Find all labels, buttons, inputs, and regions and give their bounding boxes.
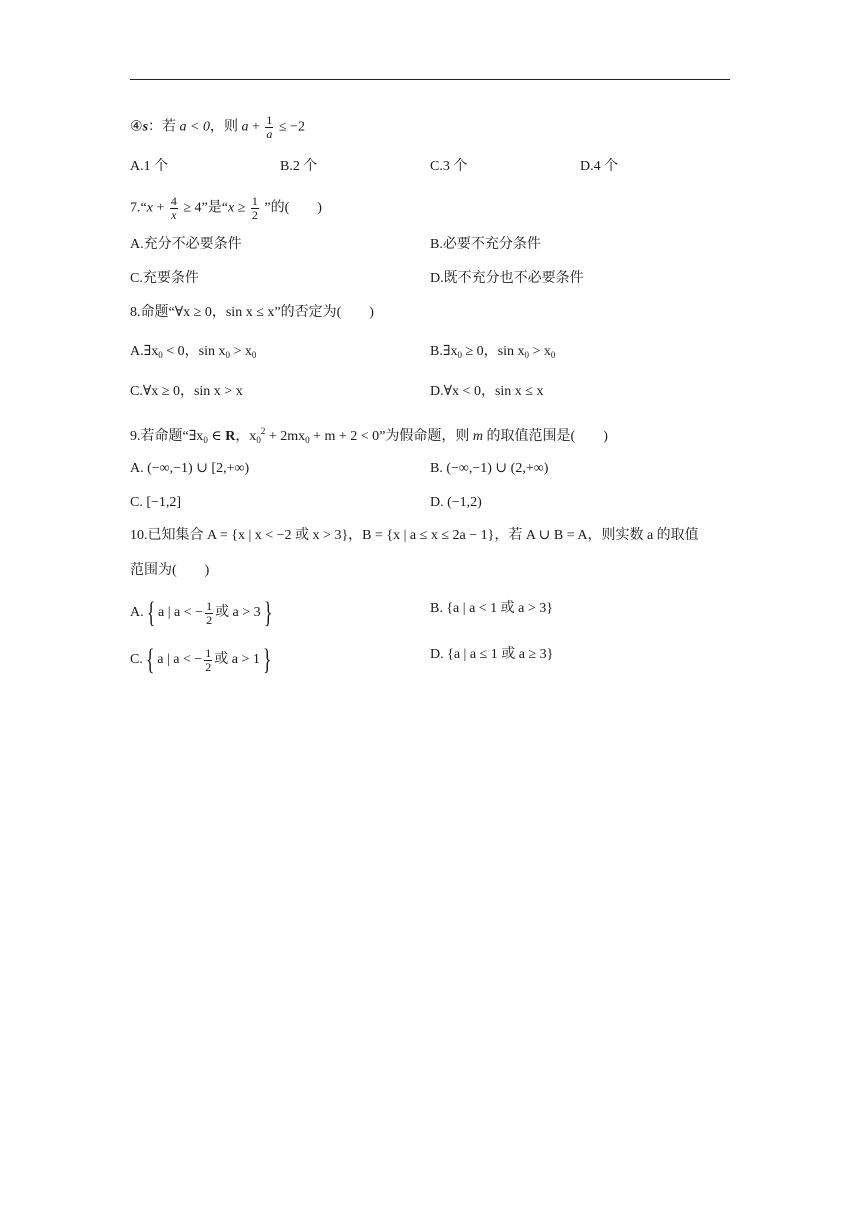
q10-option-c: C.{ a | a < − $\frac{1}{2}$ 或 a > 1} (130, 643, 272, 676)
q7-option-c: C.充要条件 (130, 271, 199, 286)
q9-option-a: A. (−∞,−1) ∪ [2,+∞) (130, 461, 250, 476)
q10-option-b: B. {a | a < 1 或 a > 3} (430, 601, 554, 616)
fraction: $\frac{4}{x}$ (170, 194, 177, 222)
q9-option-b: B. (−∞,−1) ∪ (2,+∞) (430, 461, 549, 476)
q7-option-a: A.充分不必要条件 (130, 237, 242, 252)
q8-option-c: C.∀x ≥ 0，sin x > x (130, 384, 243, 399)
q7-option-b: B.必要不充分条件 (430, 237, 541, 252)
question-8: 8.命题“∀x ≥ 0，sin x ≤ x”的否定为( ) (130, 305, 374, 320)
q6-option-a: A.1 个 (130, 159, 169, 174)
q9-option-d: D. (−1,2) (430, 495, 482, 510)
fraction: $\frac{1}{2}$ (251, 194, 258, 222)
question-10-line2: 范围为( ) (130, 563, 210, 578)
q9-option-c: C. [−1,2] (130, 495, 182, 510)
q8-option-b: $B.\exists x_0 \ge 0$，$\sin x_0 > x_0$ (430, 344, 556, 360)
q7-option-d: D.既不充分也不必要条件 (430, 271, 584, 286)
fraction: $\frac{1}{a}$ (266, 113, 273, 141)
fraction: $\frac{1}{2}$ (205, 645, 212, 674)
question-7: 7.“x + $\frac{4}{x}$ ≥ 4”是“x ≥ $\frac{1}{2}$ ”的( ) (130, 194, 322, 222)
question-9: 9.若命题“$\exists x_0$ ∈ R，$x_0^2 + 2mx_0 + m + 2 < 0$”为假命题，则 m 的取值范围是( ) (130, 426, 608, 445)
q8-option-a: $A.\exists x_0 < 0$，$\sin x_0 > x_0$ (130, 344, 257, 360)
q8-option-d: D.∀x < 0，sin x ≤ x (430, 384, 544, 399)
q6-item4: ④s：若 a < 0，则 a + $\frac{1}{a}$ ≤ −2 (130, 113, 305, 141)
q6-option-c: C.3 个 (430, 159, 468, 174)
q6-option-d: D.4 个 (580, 159, 619, 174)
q6-option-b: B.2 个 (280, 159, 318, 174)
header-rule (130, 79, 730, 80)
fraction: $\frac{1}{2}$ (206, 598, 213, 627)
question-10-line1: 10.已知集合 A = {x | x < −2 或 x > 3}，B = {x | a ≤ x ≤ 2a − 1}，若 A ∪ B = A，则实数 a 的取值 (130, 528, 699, 543)
q10-option-a: A.{ a | a < − $\frac{1}{2}$ 或 a > 3} (130, 596, 273, 629)
q10-option-d: D. {a | a ≤ 1 或 a ≥ 3} (430, 647, 554, 662)
